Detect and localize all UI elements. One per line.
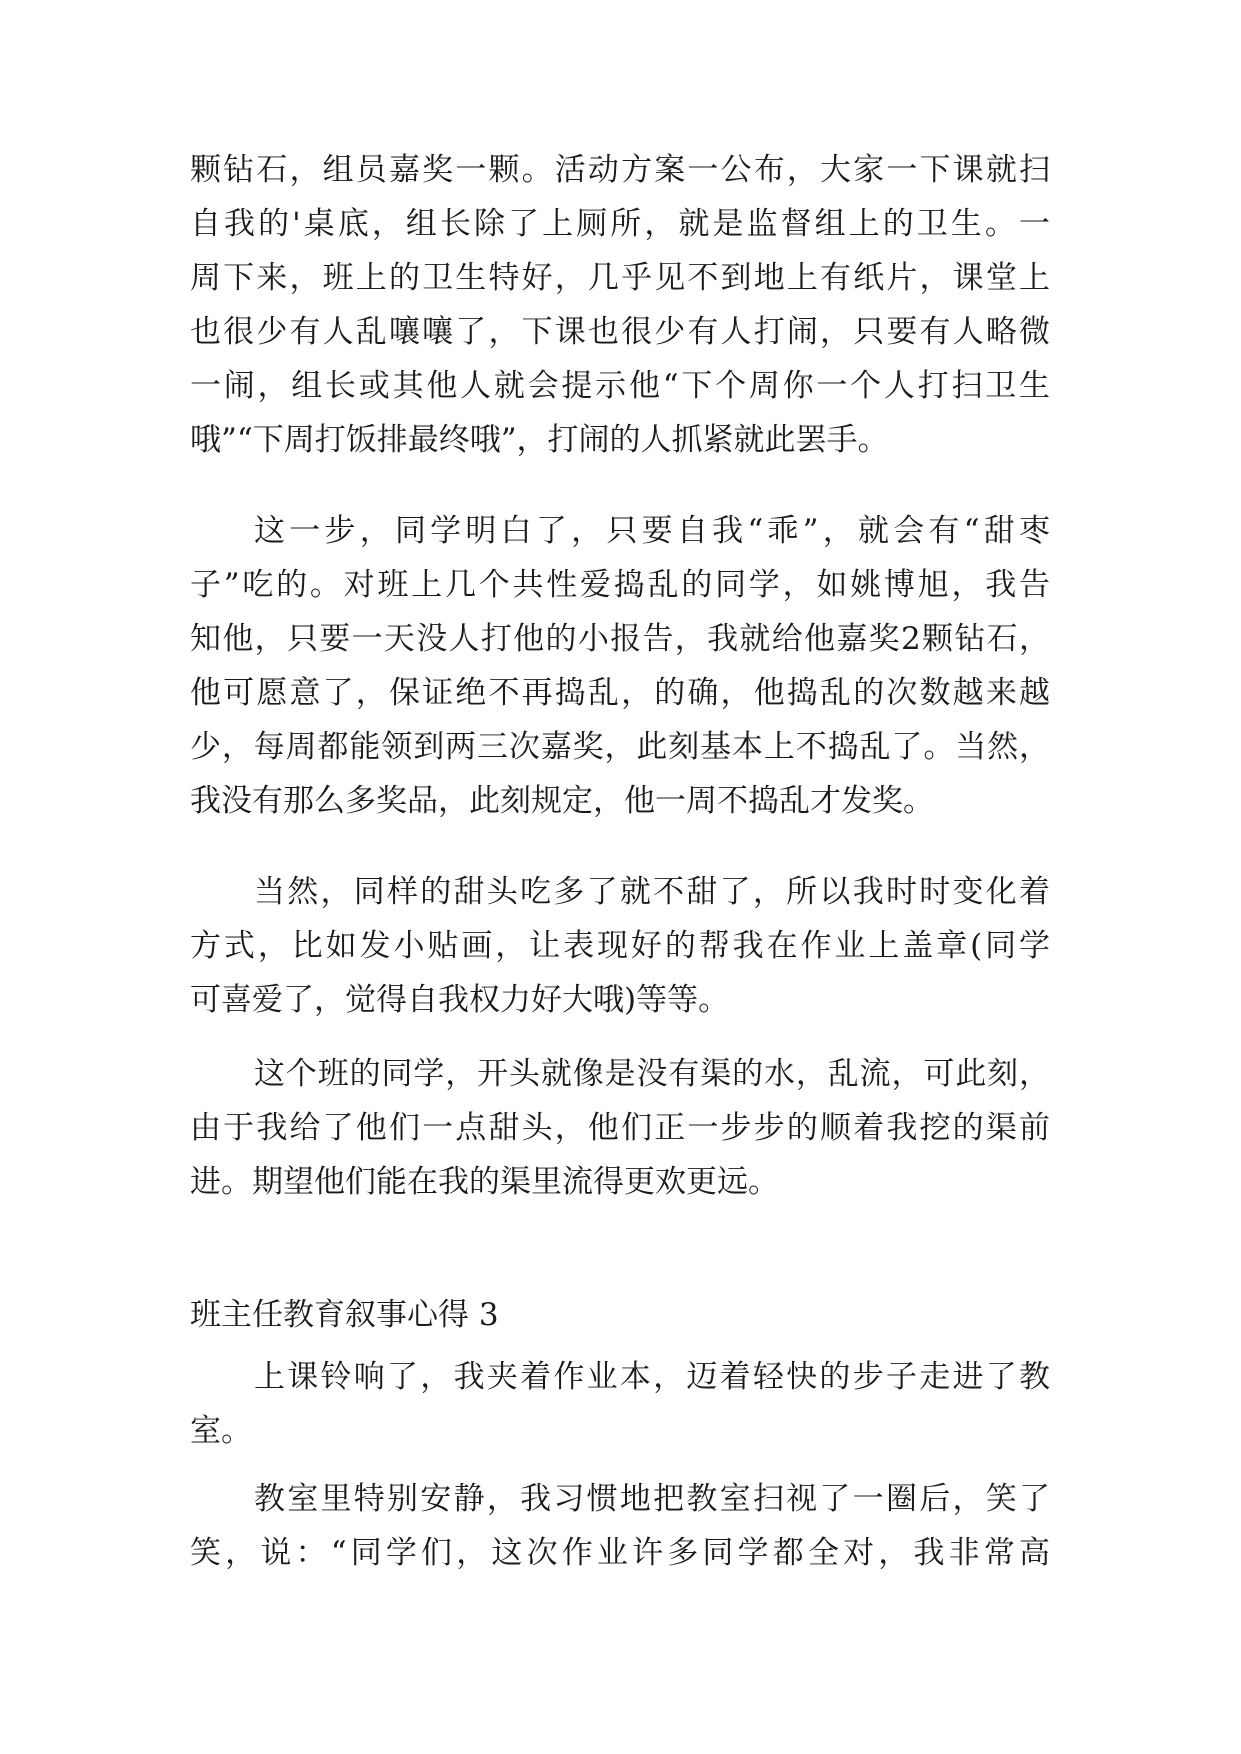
text-line: 室。 <box>190 1413 252 1449</box>
text-line: 知他，只要一天没人打他的小报告，我就给他嘉奖2颗钻石， <box>190 621 1050 657</box>
text-line: 进。期望他们能在我的渠里流得更欢更远。 <box>190 1164 779 1200</box>
text-line: 当然，同样的甜头吃多了就不甜了，所以我时时变化着 <box>254 874 1050 910</box>
paragraph-2 <box>190 504 1050 828</box>
text-line: 笑，说：“同学们，这次作业许多同学都全对，我非常高 <box>190 1535 1050 1571</box>
text-line: 哦”“下周打饭排最终哦”，打闹的人抓紧就此罢手。 <box>190 422 889 458</box>
text-line: 我没有那么多奖品，此刻规定，他一周不捣乱才发奖。 <box>190 783 934 819</box>
text-line: 一闹，组长或其他人就会提示他“下个周你一个人打扫卫生 <box>190 368 1050 404</box>
section-heading <box>190 1288 1050 1342</box>
text-line: 自我的'桌底，组长除了上厕所，就是监督组上的卫生。一 <box>190 206 1050 242</box>
paragraph-4 <box>190 1047 1050 1209</box>
text-line: 少，每周都能领到两三次嘉奖，此刻基本上不捣乱了。当然， <box>190 729 1050 765</box>
text-line: 子”吃的。对班上几个共性爱捣乱的同学，如姚博旭，我告 <box>190 567 1050 603</box>
text-line: 由于我给了他们一点甜头，他们正一步步的顺着我挖的渠前 <box>190 1110 1050 1146</box>
text-line: 他可愿意了，保证绝不再捣乱，的确，他捣乱的次数越来越 <box>190 675 1050 711</box>
text-line: 颗钻石，组员嘉奖一颗。活动方案一公布，大家一下课就扫 <box>190 152 1050 188</box>
text-line: 可喜爱了，觉得自我权力好大哦)等等。 <box>190 982 730 1018</box>
text-line: 这一步，同学明白了，只要自我“乖”，就会有“甜枣 <box>254 513 1050 549</box>
paragraph-1 <box>190 143 1050 467</box>
paragraph-6 <box>190 1472 1050 1580</box>
paragraph-3 <box>190 865 1050 1027</box>
text-line: 上课铃响了，我夹着作业本，迈着轻快的步子走进了教 <box>254 1359 1050 1395</box>
heading-text: 班主任教育叙事心得 3 <box>190 1297 499 1333</box>
text-line: 这个班的同学，开头就像是没有渠的水，乱流，可此刻， <box>254 1056 1050 1092</box>
text-line: 教室里特别安静，我习惯地把教室扫视了一圈后，笑了 <box>254 1481 1050 1517</box>
text-line: 也很少有人乱嚷嚷了，下课也很少有人打闹，只要有人略微 <box>190 314 1050 350</box>
text-line: 方式，比如发小贴画，让表现好的帮我在作业上盖章(同学 <box>190 928 1050 964</box>
paragraph-5 <box>190 1350 1050 1458</box>
text-line: 周下来，班上的卫生特好，几乎见不到地上有纸片，课堂上 <box>190 260 1050 296</box>
